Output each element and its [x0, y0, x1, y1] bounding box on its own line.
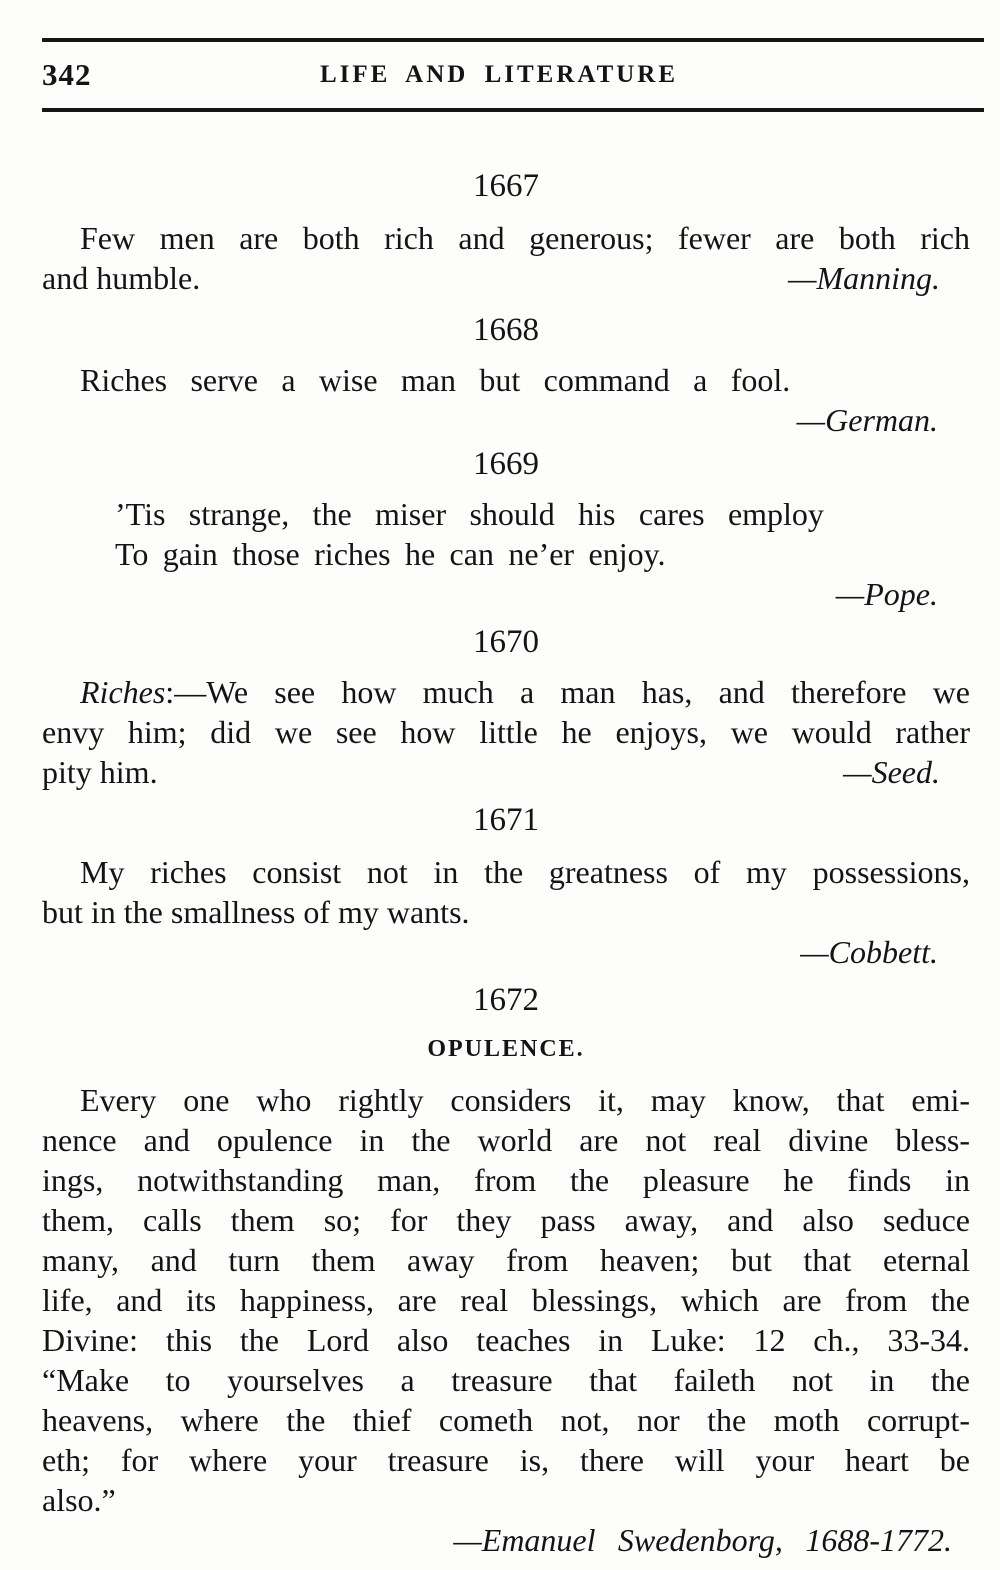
page-number: 342 — [42, 57, 92, 92]
quote-text-line: many, and turn them away from heaven; but that eternal — [42, 1242, 970, 1278]
quote-text-line: Every one who rightly considers it, may know, that emi- — [80, 1082, 970, 1118]
quote-attribution: —Seed. — [843, 754, 940, 790]
quote-1668 — [42, 310, 970, 440]
page-title: LIFE AND LITERATURE — [319, 61, 679, 88]
header-rule-bottom — [42, 108, 984, 112]
quote-text-line: Riches serve a wise man but command a fool. — [80, 362, 791, 398]
quote-attribution: —Emanuel Swedenborg, 1688-1772. — [453, 1522, 952, 1558]
quote-last-line — [42, 752, 970, 792]
quote-text-line: life, and its happiness, are real blessings, which are from the — [42, 1282, 970, 1318]
quote-1672 — [42, 980, 970, 1560]
quote-number: 1668 — [473, 312, 539, 348]
quote-text-line: but in the smallness of my wants. — [42, 894, 470, 930]
quote-lead-word: Riches — [80, 674, 166, 710]
quote-text: :—We see how much a man has, and therefore we — [165, 674, 970, 710]
quote-text-line: heavens, where the thief cometh not, nor the moth corrupt- — [42, 1402, 970, 1438]
quote-text-line: Divine: this the Lord also teaches in Luke: 12 ch., 33-34. — [42, 1322, 970, 1358]
quote-number: 1667 — [473, 168, 539, 204]
quote-number: 1671 — [473, 802, 539, 838]
quote-attribution: —Cobbett. — [800, 934, 938, 970]
quote-number: 1669 — [473, 446, 539, 482]
quote-1669 — [42, 444, 970, 614]
page-header — [42, 42, 970, 108]
quote-attribution: —German. — [796, 402, 938, 438]
quote-number: 1672 — [473, 982, 539, 1018]
quote-1670 — [42, 622, 970, 792]
quote-text-line: “Make to yourselves a treasure that faileth not in the — [42, 1362, 970, 1398]
quote-verse — [115, 494, 970, 574]
quote-number: 1670 — [473, 624, 539, 660]
quote-1667 — [42, 166, 970, 298]
quote-text: and humble. — [42, 260, 201, 296]
quote-text-line — [42, 672, 970, 712]
quote-last-line — [42, 258, 970, 298]
quote-attribution: —Pope. — [835, 576, 938, 612]
quote-text-line: also.” — [42, 1482, 116, 1518]
quote-text-line: them, calls them so; for they pass away, and also seduce — [42, 1202, 970, 1238]
verse-line: To gain those riches he can ne’er enjoy. — [115, 536, 666, 572]
quote-text: pity him. — [42, 754, 158, 790]
quote-text-line: Few men are both rich and generous; fewer are both rich — [80, 220, 970, 256]
quote-text-line: My riches consist not in the greatness of my possessions, — [80, 854, 970, 890]
quote-text-line: envy him; did we see how little he enjoys, we would rather — [42, 714, 970, 750]
quote-attribution: —Manning. — [788, 260, 940, 296]
quote-text-line: nence and opulence in the world are not real divine bless- — [42, 1122, 970, 1158]
quote-text-line: ings, notwithstanding man, from the pleasure he finds in — [42, 1162, 970, 1198]
quote-1671 — [42, 800, 970, 972]
quote-text-line: eth; for where your treasure is, there will your heart be — [42, 1442, 970, 1478]
section-heading: OPULENCE. — [427, 1036, 585, 1062]
verse-line: ’Tis strange, the miser should his cares employ — [115, 496, 824, 532]
